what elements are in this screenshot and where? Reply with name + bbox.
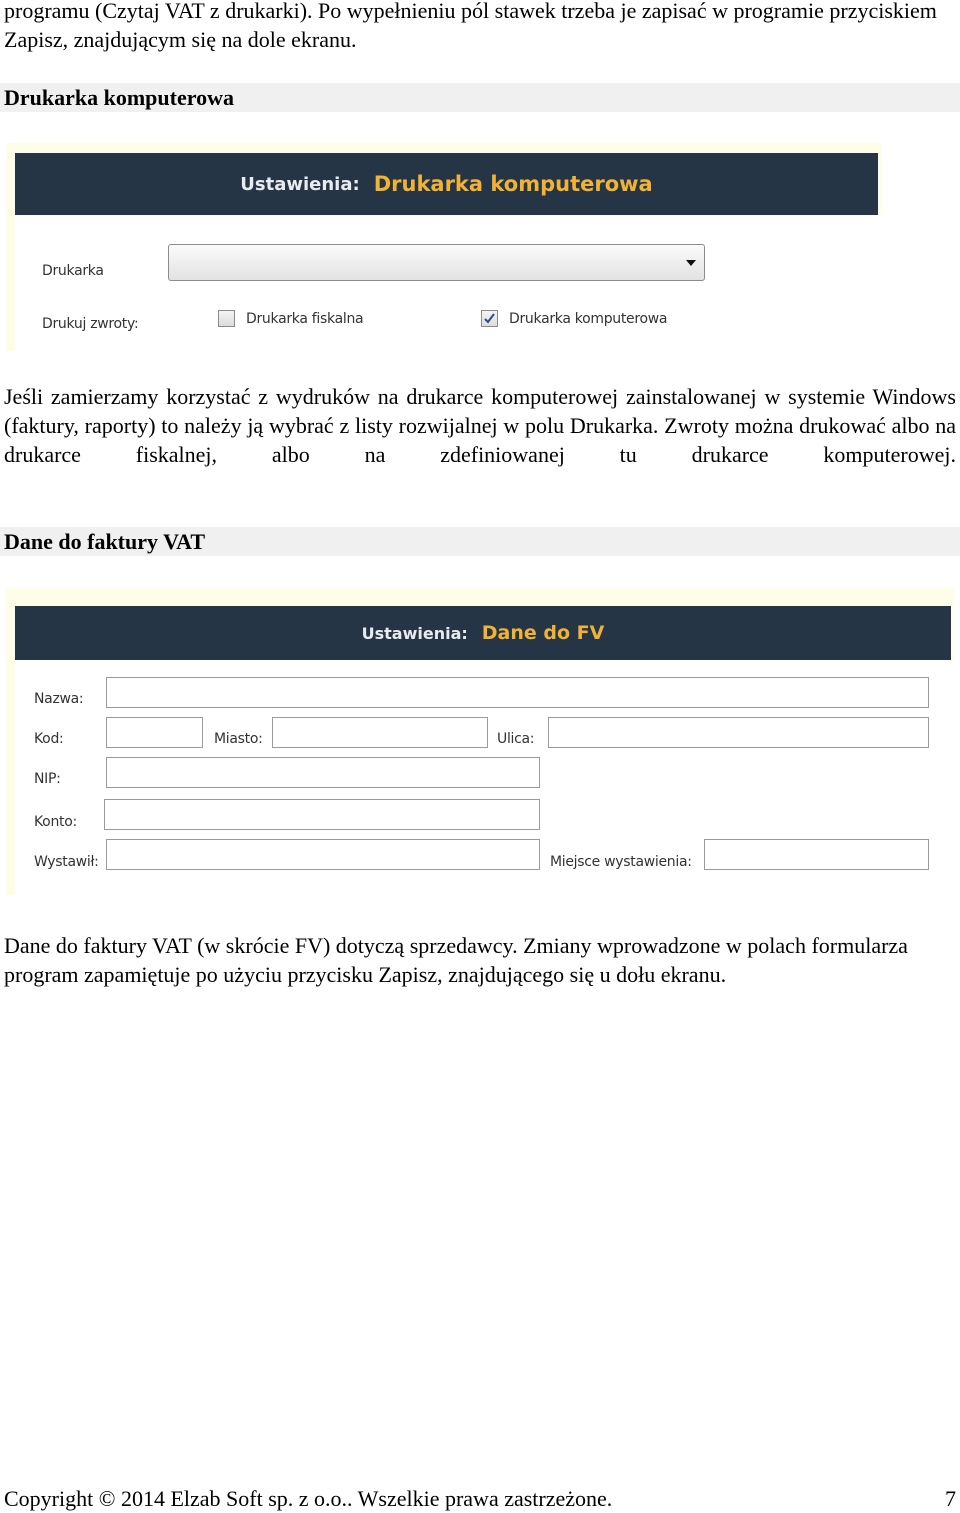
- printer-select[interactable]: [168, 244, 705, 281]
- invoice-section-text: Dane do faktury VAT (w skrócie FV) dotyczą sprzedawcy. Zmiany wprowadzone w polach formularza program zapamiętuje po użyciu przycisku Zapisz, znajdującego się u dołu ekranu.: [4, 933, 908, 987]
- print-returns-label: Drukuj zwroty:: [42, 316, 139, 332]
- page-footer: [4, 1484, 956, 1513]
- nip-input[interactable]: [106, 757, 540, 788]
- section-heading-invoice: Dane do faktury VAT: [0, 527, 960, 556]
- invoice-title-bar: [15, 606, 951, 660]
- account-label: Konto:: [34, 814, 77, 830]
- page-number: 7: [945, 1486, 956, 1511]
- settings-bar-label: Ustawienia:: [240, 173, 360, 195]
- code-label: Kod:: [34, 731, 64, 747]
- city-label: Miasto:: [214, 731, 263, 747]
- street-input[interactable]: [548, 717, 929, 748]
- computer-printer-checkbox-label: Drukarka komputerowa: [509, 311, 668, 327]
- issuer-label: Wystawił:: [34, 854, 99, 870]
- printer-settings-screenshot: [6, 143, 882, 351]
- city-input[interactable]: [272, 717, 488, 748]
- section-heading-printer: Drukarka komputerowa: [0, 83, 960, 112]
- nip-label: NIP:: [34, 771, 61, 787]
- invoice-bar-label: Ustawienia:: [361, 623, 468, 643]
- settings-form-area: [15, 215, 882, 351]
- computer-printer-checkbox[interactable]: [481, 310, 498, 327]
- fiscal-printer-checkbox[interactable]: [218, 310, 235, 327]
- copyright-text: Copyright © 2014 Elzab Soft sp. z o.o.. Wszelkie prawa zastrzeżone.: [4, 1486, 613, 1511]
- code-input[interactable]: [106, 717, 203, 748]
- dropdown-arrow-icon[interactable]: [686, 260, 696, 266]
- name-label: Nazwa:: [34, 691, 84, 707]
- fiscal-printer-checkbox-label: Drukarka fiskalna: [246, 311, 364, 327]
- checkmark-icon: [483, 312, 496, 325]
- intro-paragraph: programu (Czytaj VAT z drukarki). Po wypełnieniu pól stawek trzeba je zapisać w programie przyciskiem Zapisz, znajdującym się na dole ekranu.: [4, 0, 937, 52]
- issuer-input[interactable]: [106, 839, 540, 870]
- issue-place-label: Miejsce wystawienia:: [550, 854, 692, 870]
- street-label: Ulica:: [497, 731, 535, 747]
- printer-label: Drukarka: [42, 263, 104, 279]
- printer-section-text: Jeśli zamierzamy korzystać z wydruków na drukarce komputerowej zainstalowanej w systemie Windows (faktury, raporty) to należy ją wybrać z listy rozwijalnej w polu Drukarka. Zwroty można drukować albo na drukarce fiskalnej, albo na zdefiniowanej tu drukarce komputerowej.: [4, 384, 956, 467]
- invoice-bar-title: Dane do FV: [481, 622, 605, 644]
- settings-bar-title: Drukarka komputerowa: [373, 172, 653, 196]
- account-input[interactable]: [104, 799, 540, 830]
- settings-title-bar: [15, 153, 878, 215]
- name-input[interactable]: [106, 677, 929, 708]
- issue-place-input[interactable]: [704, 839, 929, 870]
- invoice-settings-screenshot: [6, 588, 954, 895]
